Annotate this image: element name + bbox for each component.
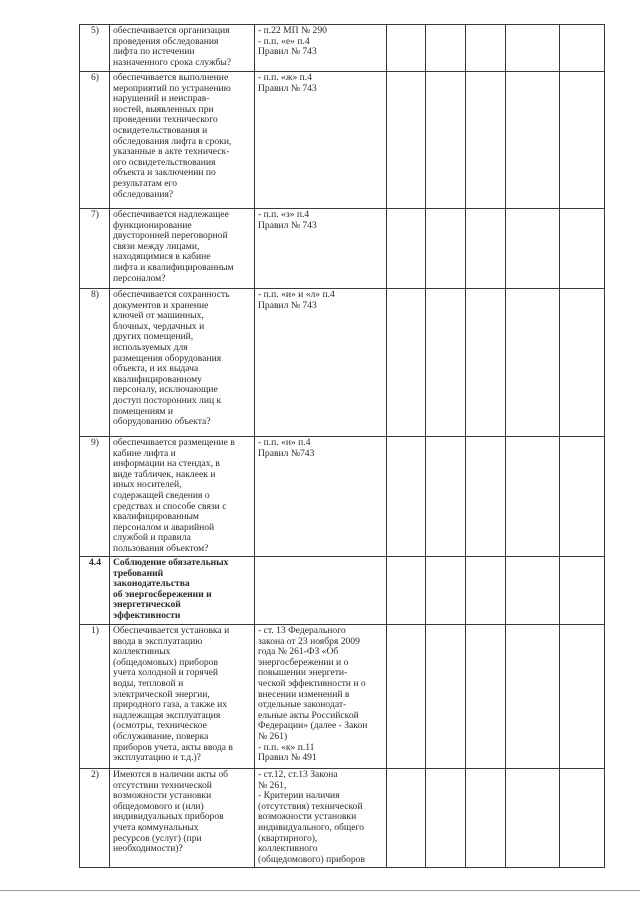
row-number: 1): [80, 625, 110, 769]
inspection-checklist-table: [79, 24, 605, 868]
answer-cell-na: [466, 209, 506, 289]
answer-cell-note: [506, 437, 560, 557]
section-number: 4.4: [80, 557, 110, 625]
answer-cell-no: [426, 209, 466, 289]
table-row: [80, 769, 605, 868]
answer-cell-yes: [387, 625, 426, 769]
table-row: [80, 625, 605, 769]
answer-cell-extra: [560, 769, 605, 868]
answer-cell-no: [426, 289, 466, 437]
answer-cell-note: [506, 25, 560, 72]
answer-cell-extra: [560, 557, 605, 625]
answer-cell-no: [426, 625, 466, 769]
requirement-text: Имеются в наличии акты об отсутствии технической возможности установки общедомового и (или) индивидуальных приборов учета коммунальных ресурсов (услуг) (при необходимости)?: [110, 769, 255, 868]
answer-cell-note: [506, 557, 560, 625]
answer-cell-yes: [387, 557, 426, 625]
answer-cell-note: [506, 209, 560, 289]
answer-cell-yes: [387, 289, 426, 437]
requirement-text: обеспечивается организация проведения обследования лифта по истечении назначенного срока службы?: [110, 25, 255, 72]
legal-reference: - п.22 МП № 290 - п.п. «е» п.4 Правил № 743: [255, 25, 387, 72]
row-number: 2): [80, 769, 110, 868]
requirement-text: обеспечивается размещение в кабине лифта и информации на стендах, в виде табличек, наклеек и иных носителей, содержащей сведения о средствах и способе связи с квалифицированным персоналом и аварийной службой и правила пользования объектом?: [110, 437, 255, 557]
answer-cell-no: [426, 557, 466, 625]
legal-reference: - п.п. «ж» п.4 Правил № 743: [255, 72, 387, 209]
answer-cell-na: [466, 557, 506, 625]
answer-cell-note: [506, 769, 560, 868]
answer-cell-na: [466, 769, 506, 868]
legal-reference: - ст.12, ст.13 Закона № 261, - Критерии наличия (отсутствия) технической возможности установки индивидуального, общего (квартирного), коллективного (общедомового) приборов: [255, 769, 387, 868]
row-number: 7): [80, 209, 110, 289]
answer-cell-extra: [560, 625, 605, 769]
answer-cell-yes: [387, 769, 426, 868]
answer-cell-yes: [387, 209, 426, 289]
answer-cell-no: [426, 437, 466, 557]
table-row: [80, 437, 605, 557]
answer-cell-na: [466, 625, 506, 769]
requirement-text: обеспечивается выполнение мероприятий по устранению нарушений и неисправ- ностей, выявленных при проведении технического освидетельствования и обследования лифта в сроки, указанные в акте техническ- ого освидетельствования объекта и заключении по результатам его обследования?: [110, 72, 255, 209]
requirement-text: Обеспечивается установка и ввода в эксплуатацию коллективных (общедомовых) приборов учета холодной и горячей воды, тепловой и электрической энергии, природного газа, а также их надлежащая эксплуатация (осмотры, техническое обслуживание, поверка приборов учета, акты ввода в эксплуатацию и т.д.)?: [110, 625, 255, 769]
legal-reference: - п.п. «н» п.4 Правил №743: [255, 437, 387, 557]
legal-reference: - ст. 13 Федерального закона от 23 ноября 2009 года № 261-ФЗ «Об энергосбережении и о повышении энергети- ческой эффективности и о внесении изменений в отдельные законодат- ельные акты Российской Федерации» (далее - Закон № 261) - п.п. «к» п.11 Правил № 491: [255, 625, 387, 769]
table-row: [80, 209, 605, 289]
answer-cell-yes: [387, 72, 426, 209]
page-bottom-rule: [0, 890, 640, 891]
answer-cell-note: [506, 72, 560, 209]
section-title: Соблюдение обязательных требований законодательства об энергосбережении и энергетической эффективности: [110, 557, 255, 625]
answer-cell-extra: [560, 289, 605, 437]
answer-cell-no: [426, 25, 466, 72]
table-row: [80, 289, 605, 437]
answer-cell-na: [466, 289, 506, 437]
answer-cell-extra: [560, 25, 605, 72]
legal-reference: - п.п. «з» п.4 Правил № 743: [255, 209, 387, 289]
requirement-text: обеспечивается надлежащее функционирование двусторонней переговорной связи между лицами, находящимися в кабине лифта и квалифицированным персоналом?: [110, 209, 255, 289]
row-number: 6): [80, 72, 110, 209]
answer-cell-note: [506, 289, 560, 437]
answer-cell-na: [466, 25, 506, 72]
requirement-text: обеспечивается сохранность документов и хранение ключей от машинных, блочных, чердачных и других помещений, используемых для размещения оборудования объекта, и их выдача квалифицированному персоналу, исключающие доступ посторонних лиц к помещениям и оборудованию объекта?: [110, 289, 255, 437]
answer-cell-no: [426, 72, 466, 209]
table-row: [80, 25, 605, 72]
row-number: 8): [80, 289, 110, 437]
answer-cell-na: [466, 437, 506, 557]
table-row: [80, 72, 605, 209]
answer-cell-extra: [560, 72, 605, 209]
section-heading-row: [80, 557, 605, 625]
row-number: 9): [80, 437, 110, 557]
answer-cell-yes: [387, 437, 426, 557]
answer-cell-yes: [387, 25, 426, 72]
row-number: 5): [80, 25, 110, 72]
answer-cell-no: [426, 769, 466, 868]
answer-cell-na: [466, 72, 506, 209]
answer-cell-extra: [560, 437, 605, 557]
answer-cell-note: [506, 625, 560, 769]
legal-reference: - п.п. «и» и «л» п.4 Правил № 743: [255, 289, 387, 437]
answer-cell-extra: [560, 209, 605, 289]
legal-reference: [255, 557, 387, 625]
